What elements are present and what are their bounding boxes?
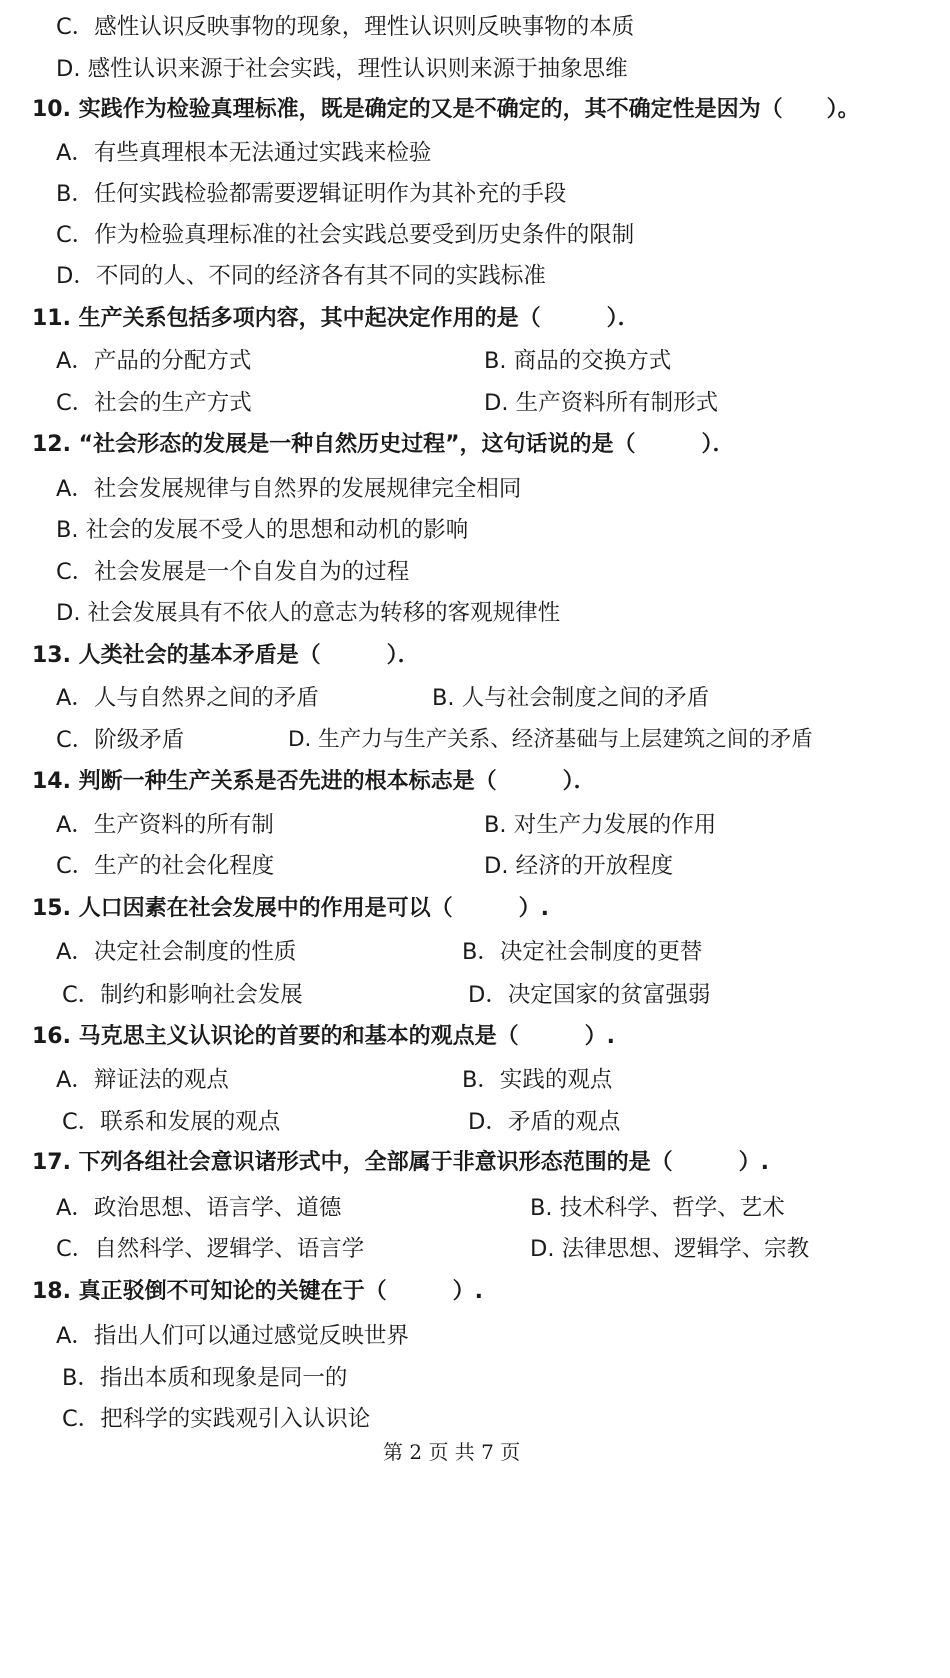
question-14: 14. 判断一种生产关系是否先进的根本标志是（ ）．: [32, 769, 596, 794]
q11-option-b: B. 商品的交换方式: [484, 348, 672, 374]
q18-option-a: A．指出人们可以通过感觉反映世界: [56, 1323, 409, 1349]
question-17: 17. 下列各组社会意识诸形式中，全部属于非意识形态范围的是（ ）.: [32, 1150, 769, 1175]
question-10: 10. 实践作为检验真理标准，既是确定的又是不确定的，其不确定性是因为（ ）。: [32, 97, 860, 122]
q12-option-b: B. 社会的发展不受人的思想和动机的影响: [56, 517, 469, 543]
q11-option-d: D. 生产资料所有制形式: [484, 390, 719, 416]
q9-option-d: D. 感性认识来源于社会实践，理性认识则来源于抽象思维: [56, 56, 628, 82]
q10-option-b: B．任何实践检验都需要逻辑证明作为其补充的手段: [56, 181, 567, 207]
q13-option-a: A．人与自然界之间的矛盾: [56, 685, 319, 711]
q17-option-b: B. 技术科学、哲学、艺术: [530, 1195, 785, 1221]
question-18: 18. 真正驳倒不可知论的关键在于（ ）.: [32, 1279, 483, 1304]
page-number: 第 2 页 共 7 页: [383, 1440, 521, 1464]
q14-option-a: A．生产资料的所有制: [56, 812, 274, 838]
q11-option-a: A．产品的分配方式: [56, 348, 252, 374]
q12-option-d: D. 社会发展具有不依人的意志为转移的客观规律性: [56, 600, 561, 626]
q12-option-c: C．社会发展是一个自发自为的过程: [56, 559, 410, 585]
q10-option-d: D．不同的人、不同的经济各有其不同的实践标准: [56, 263, 546, 289]
q16-option-a: A．辩证法的观点: [56, 1067, 229, 1093]
q13-option-b: B. 人与社会制度之间的矛盾: [432, 685, 710, 711]
q9-option-c: C．感性认识反映事物的现象，理性认识则反映事物的本质: [56, 14, 635, 40]
q13-option-d: D. 生产力与生产关系、经济基础与上层建筑之间的矛盾: [288, 727, 813, 752]
q15-option-a: A．决定社会制度的性质: [56, 939, 297, 965]
q16-option-c: C．联系和发展的观点: [62, 1109, 281, 1135]
q11-option-c: C．社会的生产方式: [56, 390, 252, 416]
q14-option-b: B. 对生产力发展的作用: [484, 812, 717, 838]
question-16: 16. 马克思主义认识论的首要的和基本的观点是（ ）.: [32, 1024, 615, 1049]
q17-option-a: A．政治思想、语言学、道德: [56, 1195, 342, 1221]
q13-option-c: C．阶级矛盾: [56, 727, 185, 753]
question-13: 13. 人类社会的基本矛盾是（ ）．: [32, 643, 420, 668]
q17-option-d: D. 法律思想、逻辑学、宗教: [530, 1236, 810, 1262]
q10-option-c: C．作为检验真理标准的社会实践总要受到历史条件的限制: [56, 222, 635, 248]
q15-option-d: D．决定国家的贫富强弱: [468, 982, 711, 1008]
q12-option-a: A．社会发展规律与自然界的发展规律完全相同: [56, 476, 522, 502]
q17-option-c: C．自然科学、逻辑学、语言学: [56, 1236, 365, 1262]
q14-option-c: C．生产的社会化程度: [56, 853, 275, 879]
q15-option-b: B．决定社会制度的更替: [462, 939, 703, 965]
question-11: 11. 生产关系包括多项内容，其中起决定作用的是（ ）．: [32, 306, 640, 331]
q16-option-b: B．实践的观点: [462, 1067, 613, 1093]
q10-option-a: A．有些真理根本无法通过实践来检验: [56, 140, 432, 166]
question-12: 12. “社会形态的发展是一种自然历史过程”，这句话说的是（ ）．: [32, 432, 735, 457]
question-15: 15. 人口因素在社会发展中的作用是可以（ ）.: [32, 896, 549, 921]
q18-option-c: C．把科学的实践观引入认识论: [62, 1406, 371, 1432]
q15-option-c: C．制约和影响社会发展: [62, 982, 303, 1008]
q14-option-d: D. 经济的开放程度: [484, 853, 674, 879]
q18-option-b: B．指出本质和现象是同一的: [62, 1365, 348, 1391]
q16-option-d: D．矛盾的观点: [468, 1109, 621, 1135]
